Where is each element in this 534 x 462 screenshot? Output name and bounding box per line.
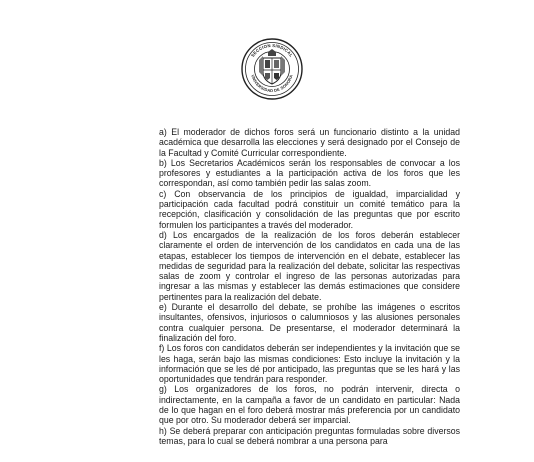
university-seal-icon (241, 38, 303, 100)
paragraph-e: e) Durante el desarrollo del debate, se prohíbe las imágenes o escritos insultantes, ofensivos, injuriosos o calumniosos y las alusiones personales contra cualquier persona. De presentarse, el moderador determinará la finalización del foro. (159, 302, 460, 343)
document-body (159, 127, 460, 446)
paragraph-f: f) Los foros con candidatos deberán ser independientes y la invitación que se les haga, serán bajo las mismas condiciones: Esto incluye la invitación y la información que se les dé por anticipado, las preguntas que se les hará y las oportunidades que tendrán para responder. (159, 343, 460, 385)
paragraph-b: b) Los Secretarios Académicos serán los responsables de convocar a los profesores y estudiantes a la participación activa de los foros que les correspondan, así como también pedir las salas zoom. (159, 157, 460, 189)
seal-ring-text: UNIVERSIDAD DE SONORA (250, 74, 294, 94)
paragraph-a: a) El moderador de dichos foros será un funcionario distinto a la unidad académica que desarrolla las elecciones y será designado por el Consejo de la Facultad y Comité Curricular correspondiente. (159, 127, 460, 158)
paragraph-d: d) Los encargados de la realización de los foros deberán establecer claramente el orden de intervención de los candidatos en cada una de las etapas, establecer los tiempos de intervención en el debate, establecer las medidas de seguridad para la realización del debate, solicitar las respectivas salas de zoom y controlar el ingreso de las personas autorizadas para ingresar a las mismas y establecer las demás estimaciones que considere pertinentes para la realización del debate. (159, 229, 460, 302)
paragraph-h: h) Se deberá preparar con anticipación preguntas formuladas sobre diversos temas, para lo cual se deberá nombrar a una persona para (159, 425, 460, 446)
paragraph-g: g) Los organizadores de los foros, no podrán intervenir, directa o indirectamente, en la campaña a favor de un candidato en particular: Nada de lo que hagan en el foro deberá mostrar más preferencia por un candidato que por otro. Su moderador deberá ser imparcial. (159, 384, 460, 426)
seal-ring-text-bottom: SECCION SINDICAL (249, 42, 295, 58)
paragraph-c: c) Con observancia de los principios de igualdad, imparcialidad y participación cada facultad podrá constituir un comité temático para la recepción, clasificación y consolidación de las preguntas que por escrito formulen los participantes a través del moderador. (159, 188, 460, 230)
